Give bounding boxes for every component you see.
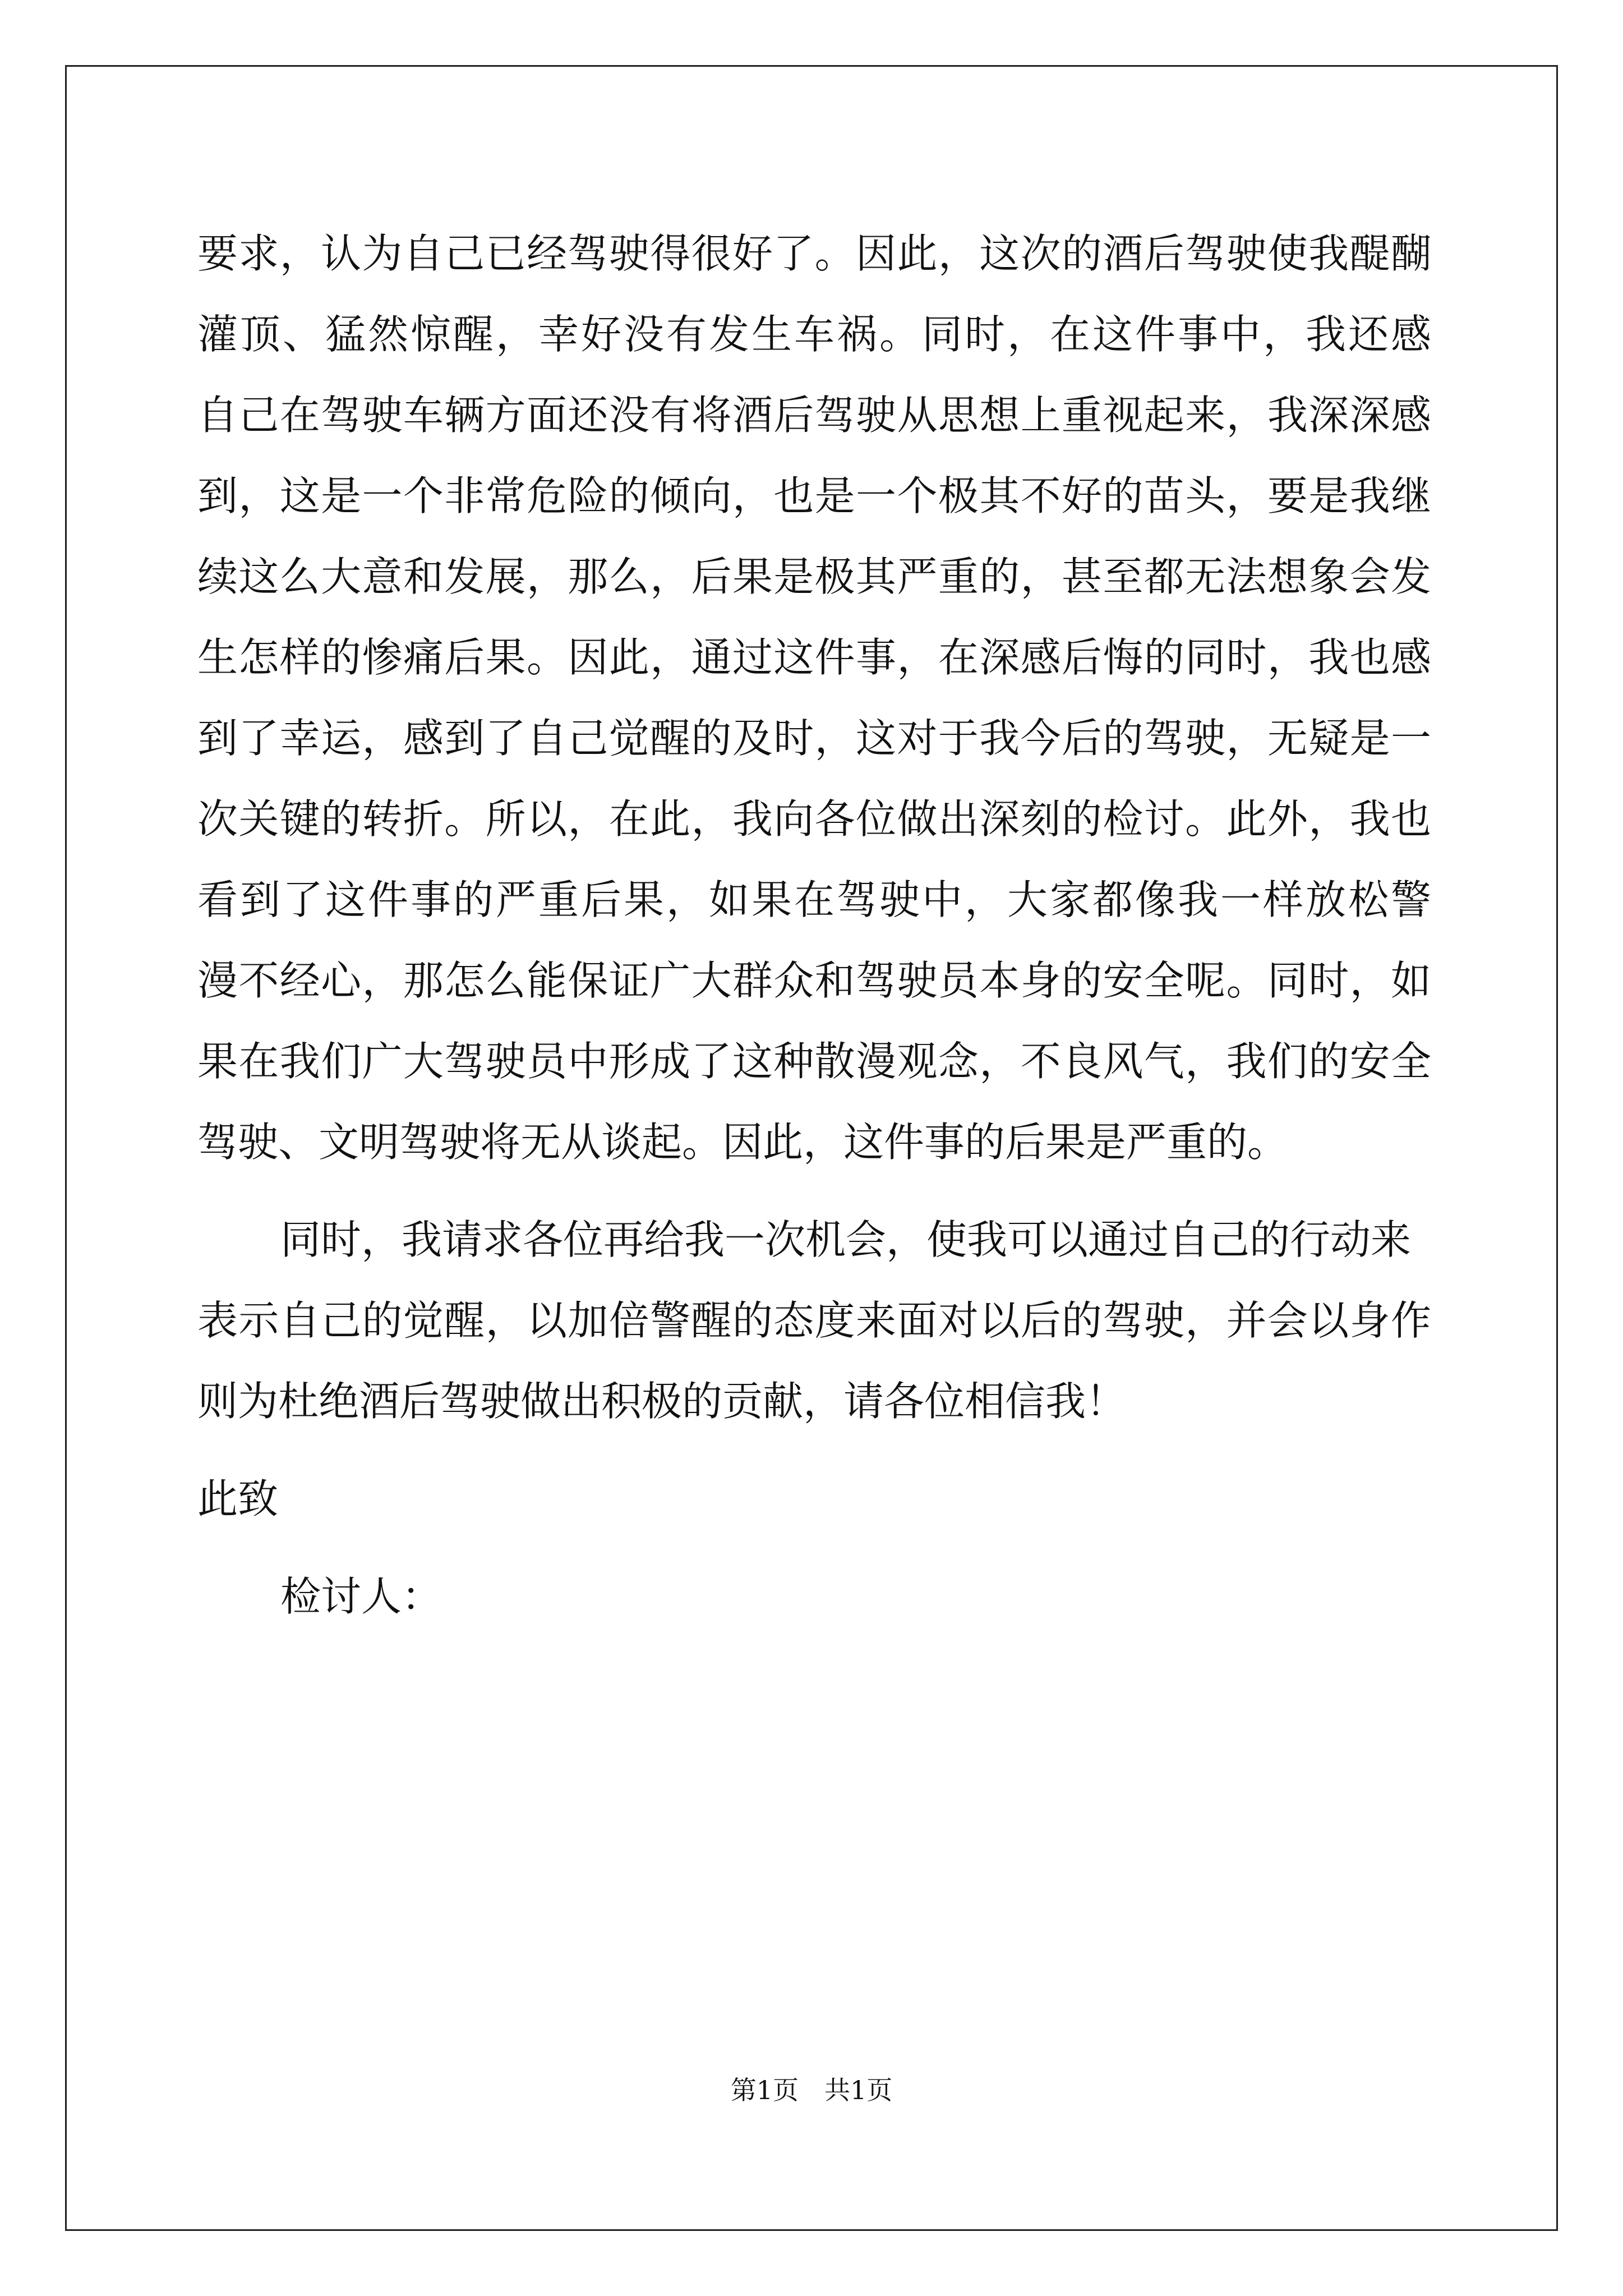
paragraph-1 (197, 213, 1431, 1182)
text-line: 生怎样的惨痛后果。因此，通过这件事，在深感后悔的同时，我也感 (197, 634, 1431, 681)
paragraph-2 (197, 1199, 1431, 1442)
text-line: 看到了这件事的严重后果，如果在驾驶中，大家都像我一样放松警 (197, 876, 1431, 923)
text-line: 要求，认为自己已经驾驶得很好了。因此，这次的酒后驾驶使我醍醐 (197, 230, 1431, 277)
text-line: 次关键的转折。所以，在此，我向各位做出深刻的检讨。此外，我也 (197, 795, 1431, 843)
text-line: 灌顶、猛然惊醒，幸好没有发生车祸。同时，在这件事中，我还感 (197, 311, 1431, 358)
text-line: 到，这是一个非常危险的倾向，也是一个极其不好的苗头，要是我继 (197, 472, 1431, 519)
text-line: 则为杜绝酒后驾驶做出积极的贡献，请各位相信我！ (197, 1378, 1127, 1425)
page-number-current: 第1页 (730, 2075, 799, 2105)
text-line: 表示自己的觉醒，以加倍警醒的态度来面对以后的驾驶，并会以身作 (197, 1297, 1431, 1344)
text-line: 同时，我请求各位再给我一次机会，使我可以通过自己的行动来 (280, 1216, 1412, 1263)
closing-salutation: 此致 (197, 1475, 279, 1522)
text-line: 驾驶、文明驾驶将无从谈起。因此，这件事的后果是严重的。 (197, 1119, 1288, 1166)
text-line: 果在我们广大驾驶员中形成了这种散漫观念，不良风气，我们的安全 (197, 1038, 1431, 1085)
text-line: 到了幸运，感到了自己觉醒的及时，这对于我今后的驾驶，无疑是一 (197, 715, 1431, 762)
document-body (197, 213, 1431, 1637)
page-footer (0, 2074, 1623, 2106)
page-number-total: 共1页 (824, 2075, 893, 2105)
text-line: 自己在驾驶车辆方面还没有将酒后驾驶从思想上重视起来，我深深感 (197, 392, 1431, 439)
text-line: 续这么大意和发展，那么，后果是极其严重的，甚至都无法想象会发 (197, 553, 1431, 600)
text-line: 漫不经心，那怎么能保证广大群众和驾驶员本身的安全呢。同时，如 (197, 957, 1431, 1004)
signature-label: 检讨人： (280, 1573, 442, 1620)
